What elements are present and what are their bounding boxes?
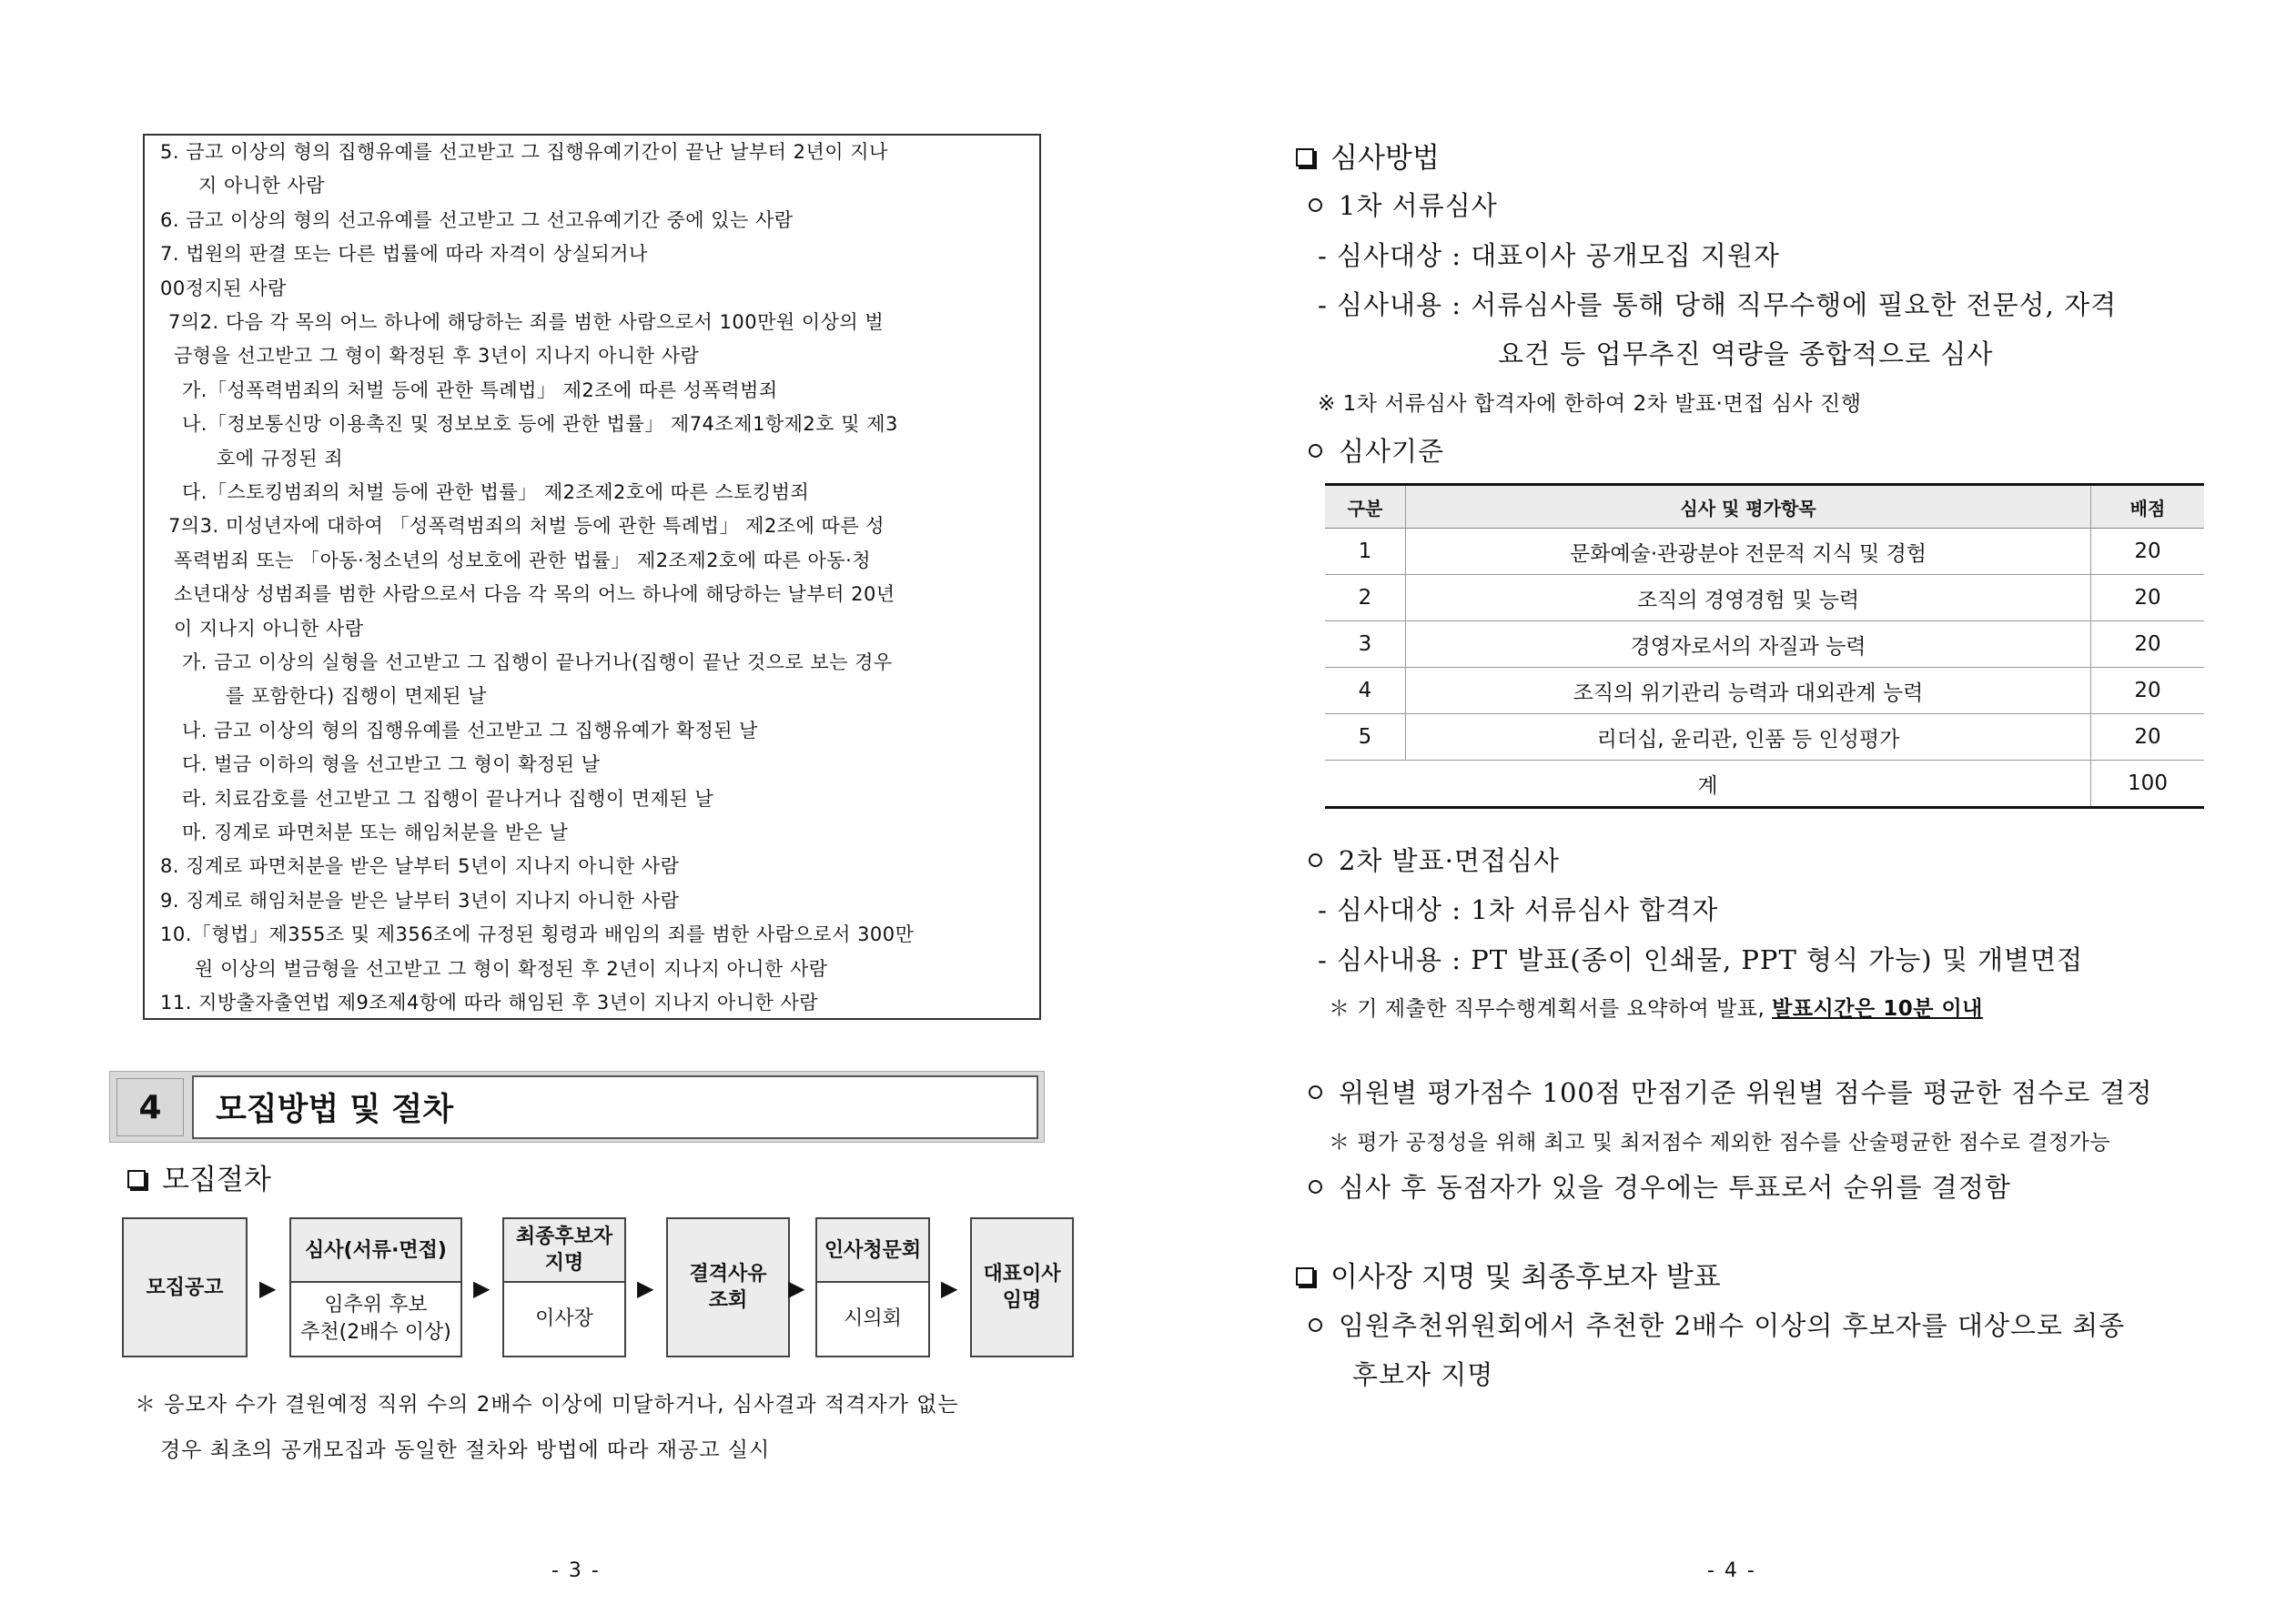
table-cell: 경영자로서의 자질과 능력: [1406, 621, 2091, 668]
criteria-line: 9. 징계로 해임처분을 받은 날부터 3년이 지나지 아니한 사람: [160, 889, 680, 912]
circle-bullet-icon: [1309, 1085, 1322, 1099]
table-header: 구분: [1325, 485, 1406, 529]
table-cell: 문화예술·관광분야 전문적 지식 및 경험: [1406, 529, 2091, 575]
criteria-line: 7의3. 미성년자에 대하여 「성폭력범죄의 처벌 등에 관한 특례법」 제2조에 따른 성: [168, 515, 885, 538]
criteria-line: 호에 규정된 죄: [217, 447, 344, 469]
flow-step-hearing-detail: 시의회: [844, 1307, 902, 1330]
page-number-right: - 4 -: [1707, 1559, 1756, 1582]
circle-bullet-icon: [1309, 1180, 1322, 1194]
first-round-content: - 심사내용 : 서류심사를 통해 당해 직무수행에 필요한 전문성, 자격: [1318, 289, 2118, 320]
criteria-line: 10.「형법」제355조 및 제356조에 규정된 횡령과 배임의 죄를 범한 사람으로서 300만: [160, 923, 915, 946]
reannouncement-note-cont: 경우 최초의 공개모집과 동일한 절차와 방법에 따라 재공고 실시: [160, 1438, 771, 1462]
reannouncement-note: ＊ 응모자 수가 결원예정 직위 수의 2배수 이상에 미달하거나, 심사결과 적격자가 없는: [135, 1393, 959, 1417]
table-header: 배점: [2091, 485, 2205, 529]
table-row: [1325, 714, 2204, 761]
circle-bullet-icon: [1309, 853, 1322, 867]
criteria-line: 마. 징계로 파면처분 또는 해임처분을 받은 날: [182, 822, 569, 843]
criteria-line: 폭력범죄 또는 「아동·청소년의 성보호에 관한 법률」 제2조제2호에 따른 아동·청: [174, 549, 872, 571]
circle-bullet-icon: [1309, 1318, 1322, 1332]
table-cell: 20: [2091, 621, 2205, 668]
flow-step-announcement: 모집공고: [122, 1217, 248, 1357]
table-cell: 20: [2091, 529, 2205, 575]
flow-step-review-detail: 임추위 후보 추천(2배수 이상): [300, 1294, 451, 1344]
second-round-note: ＊ 기 제출한 직무수행계획서를 요약하여 발표, 발표시간은 10분 이내: [1329, 997, 1983, 1021]
table-cell: 20: [2091, 668, 2205, 714]
flow-step-disqualification-check: 결격사유 조회: [666, 1217, 790, 1357]
criteria-line: 이 지나지 아니한 사람: [174, 617, 364, 640]
flow-arrow-icon: ▶: [473, 1276, 491, 1301]
criteria-line: 원 이상의 벌금형을 선고받고 그 형이 확정된 후 2년이 지나지 아니한 사람: [195, 957, 828, 980]
appointment-text-cont: 후보자 지명: [1352, 1359, 1494, 1390]
table-cell: 3: [1325, 621, 1406, 668]
checkbox-bullet-icon: [1296, 148, 1314, 166]
table-cell: 1: [1325, 529, 1406, 575]
table-cell: 조직의 경영경험 및 능력: [1406, 575, 2091, 621]
criteria-line: 소년대상 성범죄를 범한 사람으로서 다음 각 목의 어느 하나에 해당하는 날부터 20년: [174, 583, 895, 606]
criteria-line: 지 아니한 사람: [198, 175, 326, 197]
tie-rule: 심사 후 동점자가 있을 경우에는 투표로서 순위를 결정함: [1309, 1167, 2011, 1205]
table-total-label: 계: [1325, 761, 2091, 808]
table-cell: 리더십, 윤리관, 인품 등 인성평가: [1406, 714, 2091, 761]
criteria-line: 가.「성폭력범죄의 처벌 등에 관한 특례법」 제2조에 따른 성폭력범죄: [182, 378, 778, 401]
section-number: 4: [116, 1078, 184, 1136]
score-method: 위원별 평가점수 100점 만점기준 위원별 점수를 평균한 점수로 결정: [1309, 1073, 2152, 1110]
table-cell: 20: [2091, 575, 2205, 621]
evaluation-criteria-table: [1325, 483, 2204, 809]
flow-step-final-candidate: [502, 1217, 626, 1357]
criteria-line: 8. 징계로 파면처분을 받은 날부터 5년이 지나지 아니한 사람: [160, 855, 680, 878]
flow-step-final-candidate-title: 최종후보자 지명: [504, 1219, 624, 1283]
table-total-value: 100: [2091, 761, 2205, 808]
table-cell: 4: [1325, 668, 1406, 714]
flow-step-appointment: 대표이사 임명: [970, 1217, 1074, 1357]
flow-arrow-icon: ▶: [259, 1276, 277, 1301]
criteria-line: 6. 금고 이상의 형의 선고유예를 선고받고 그 선고유예기간 중에 있는 사람: [160, 208, 794, 231]
appointment-text: 임원추천위원회에서 추천한 2배수 이상의 후보자를 대상으로 최종: [1309, 1306, 2125, 1343]
flow-arrow-icon: ▶: [637, 1276, 654, 1301]
table-row: [1325, 529, 2204, 575]
criteria-line: 00정지된 사람: [160, 277, 287, 299]
first-round-content-cont: 요건 등 업무추진 역량을 종합적으로 심사: [1498, 338, 1994, 369]
criteria-line: 다.「스토킹범죄의 처벌 등에 관한 법률」 제2조제2호에 따른 스토킹범죄: [182, 481, 810, 503]
table-cell: 조직의 위기관리 능력과 대외관계 능력: [1406, 668, 2091, 714]
criteria-line: 다. 벌금 이하의 형을 선고받고 그 형이 확정된 날: [182, 753, 601, 776]
table-cell: 20: [2091, 714, 2205, 761]
criteria-heading: 심사기준: [1309, 431, 1444, 469]
table-header: 심사 및 평가항목: [1406, 485, 2091, 529]
flow-arrow-icon: ▶: [788, 1276, 805, 1301]
first-round-note: ※ 1차 서류심사 합격자에 한하여 2차 발표·면접 심사 진행: [1318, 392, 1862, 416]
criteria-line: 가. 금고 이상의 실형을 선고받고 그 집행이 끝나거나(집행이 끝난 것으로 보는 경우: [182, 651, 893, 673]
table-cell: 5: [1325, 714, 1406, 761]
second-round-target: - 심사대상 : 1차 서류심사 합격자: [1318, 894, 1719, 925]
section-title: 모집방법 및 절차: [192, 1075, 1038, 1139]
criteria-line: 나. 금고 이상의 형의 집행유예를 선고받고 그 집행유예가 확정된 날: [182, 719, 758, 741]
review-method-heading: 심사방법: [1296, 135, 1440, 176]
second-round-heading: 2차 발표·면접심사: [1309, 841, 1560, 878]
flow-step-review: [289, 1217, 462, 1357]
first-round-target: - 심사대상 : 대표이사 공개모집 지원자: [1318, 240, 1780, 271]
flow-step-final-candidate-detail: 이사장: [535, 1307, 593, 1330]
criteria-line: 7의2. 다음 각 목의 어느 하나에 해당하는 죄를 범한 사람으로서 100만원 이상의 벌: [168, 311, 885, 333]
criteria-line: 금형을 선고받고 그 형이 확정된 후 3년이 지나지 아니한 사람: [174, 345, 700, 368]
criteria-line: 라. 치료감호를 선고받고 그 집행이 끝나거나 집행이 면제된 날: [182, 787, 714, 810]
table-row: [1325, 668, 2204, 714]
criteria-line: 5. 금고 이상의 형의 집행유예를 선고받고 그 집행유예기간이 끝난 날부터 2년이 지나: [160, 141, 888, 163]
circle-bullet-icon: [1309, 198, 1322, 212]
criteria-line: 7. 법원의 판결 또는 다른 법률에 따라 자격이 상실되거나: [160, 243, 648, 266]
appointment-heading: 이사장 지명 및 최종후보자 발표: [1296, 1254, 1721, 1295]
table-row: [1325, 575, 2204, 621]
criteria-line: 11. 지방출자출연법 제9조제4항에 따라 해임된 후 3년이 지나지 아니한 사람: [160, 992, 819, 1014]
table-cell: 2: [1325, 575, 1406, 621]
page-number-left: - 3 -: [551, 1559, 601, 1582]
flow-step-review-title: 심사(서류·면접): [291, 1219, 460, 1283]
first-round-heading: 1차 서류심사: [1309, 186, 1498, 223]
flow-arrow-icon: ▶: [941, 1276, 958, 1301]
flow-step-hearing: [815, 1217, 930, 1357]
checkbox-bullet-icon: [127, 1170, 146, 1188]
criteria-line: 나.「정보통신망 이용촉진 및 정보보호 등에 관한 법률」 제74조제1항제2호 및 제3: [182, 413, 898, 436]
criteria-line: 를 포함한다) 집행이 면제된 날: [226, 685, 487, 708]
circle-bullet-icon: [1309, 444, 1322, 458]
table-header-row: [1325, 485, 2204, 529]
second-round-content: - 심사내용 : PT 발표(종이 인쇄물, PPT 형식 가능) 및 개별면접: [1318, 944, 2084, 975]
presentation-time-limit: 발표시간은 10분 이내: [1772, 997, 1983, 1021]
flow-step-hearing-title: 인사청문회: [817, 1219, 928, 1283]
disqualification-criteria-box: [143, 134, 1041, 1020]
table-row: [1325, 621, 2204, 668]
score-note: ＊ 평가 공정성을 위해 최고 및 최저점수 제외한 점수를 산술평균한 점수로 결정가능: [1329, 1131, 2111, 1155]
table-total-row: [1325, 761, 2204, 808]
recruit-procedure-heading: 모집절차: [127, 1156, 271, 1197]
checkbox-bullet-icon: [1296, 1267, 1314, 1286]
